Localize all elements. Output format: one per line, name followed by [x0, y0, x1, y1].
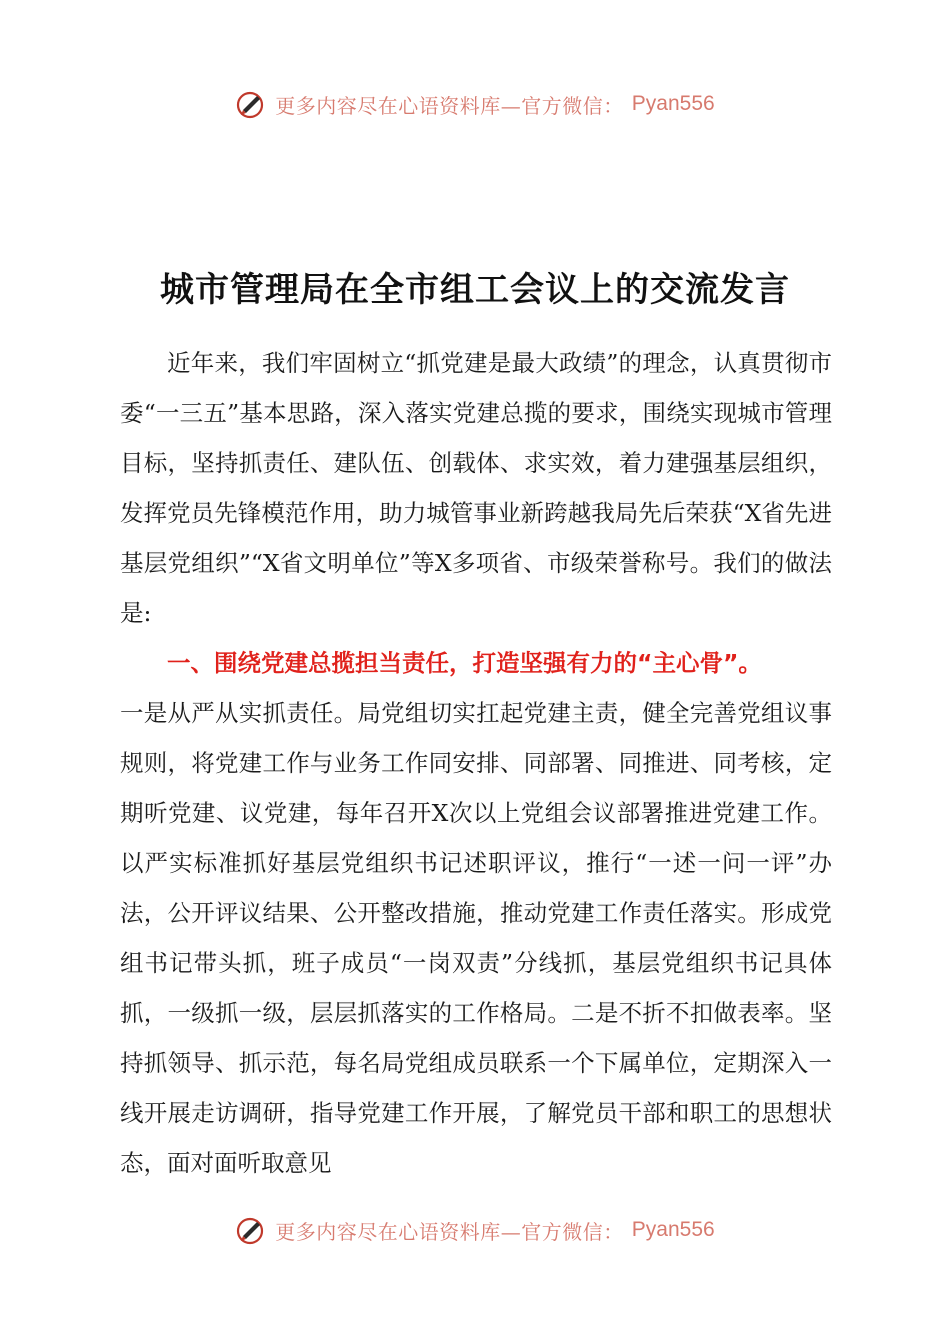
watermark-text: 更多内容尽在心语资料库—官方微信：	[275, 1219, 624, 1244]
watermark-text: 更多内容尽在心语资料库—官方微信：	[275, 93, 624, 118]
section-1-paragraph: 一是从严从实抓责任。局党组切实扛起党建主责，健全完善党组议事规则，将党建工作与业务工作同安排、同部署、同推进、同考核，定期听党建、议党建，每年召开X次以上党组会议部署推进党建工作。以严实标准抓好基层党组织书记述职评议，推行“一述一问一评”办法，公开评议结果、公开整改措施，推动党建工作责任落实。形成党组书记带头抓，班子成员“一岗双责”分线抓，基层党组织书记具体抓，一级抓一级，层层抓落实的工作格局。二是不折不扣做表率。坚持抓领导、抓示范，每名局党组成员联系一个下属单位，定期深入一线开展走访调研，指导党建工作开展，了解党员干部和职工的思想状态，面对面听取意见	[120, 699, 832, 1177]
footer-watermark	[0, 1210, 950, 1250]
intro-paragraph: 近年来，我们牢固树立“抓党建是最大政绩”的理念，认真贯彻市委“一三五”基本思路，深入落实党建总揽的要求，围绕实现城市管理目标，坚持抓责任、建队伍、创载体、求实效，着力建强基层组织，发挥党员先锋模范作用，助力城管事业新跨越我局先后荣获“X省先进基层党组织”“X省文明单位”等X多项省、市级荣誉称号。我们的做法是:	[120, 349, 832, 627]
watermark-id: Pyan556	[631, 92, 715, 115]
pen-circle-logo-icon	[235, 1214, 267, 1246]
pen-circle-logo-icon	[235, 88, 267, 120]
document-title: 城市管理局在全市组工会议上的交流发言	[160, 270, 790, 310]
header-watermark	[0, 84, 950, 124]
section-heading-1: 一、围绕党建总揽担当责任，打造坚强有力的“主心骨”。	[167, 649, 762, 677]
document-body	[120, 338, 832, 1188]
watermark-id: Pyan556	[631, 1218, 715, 1241]
